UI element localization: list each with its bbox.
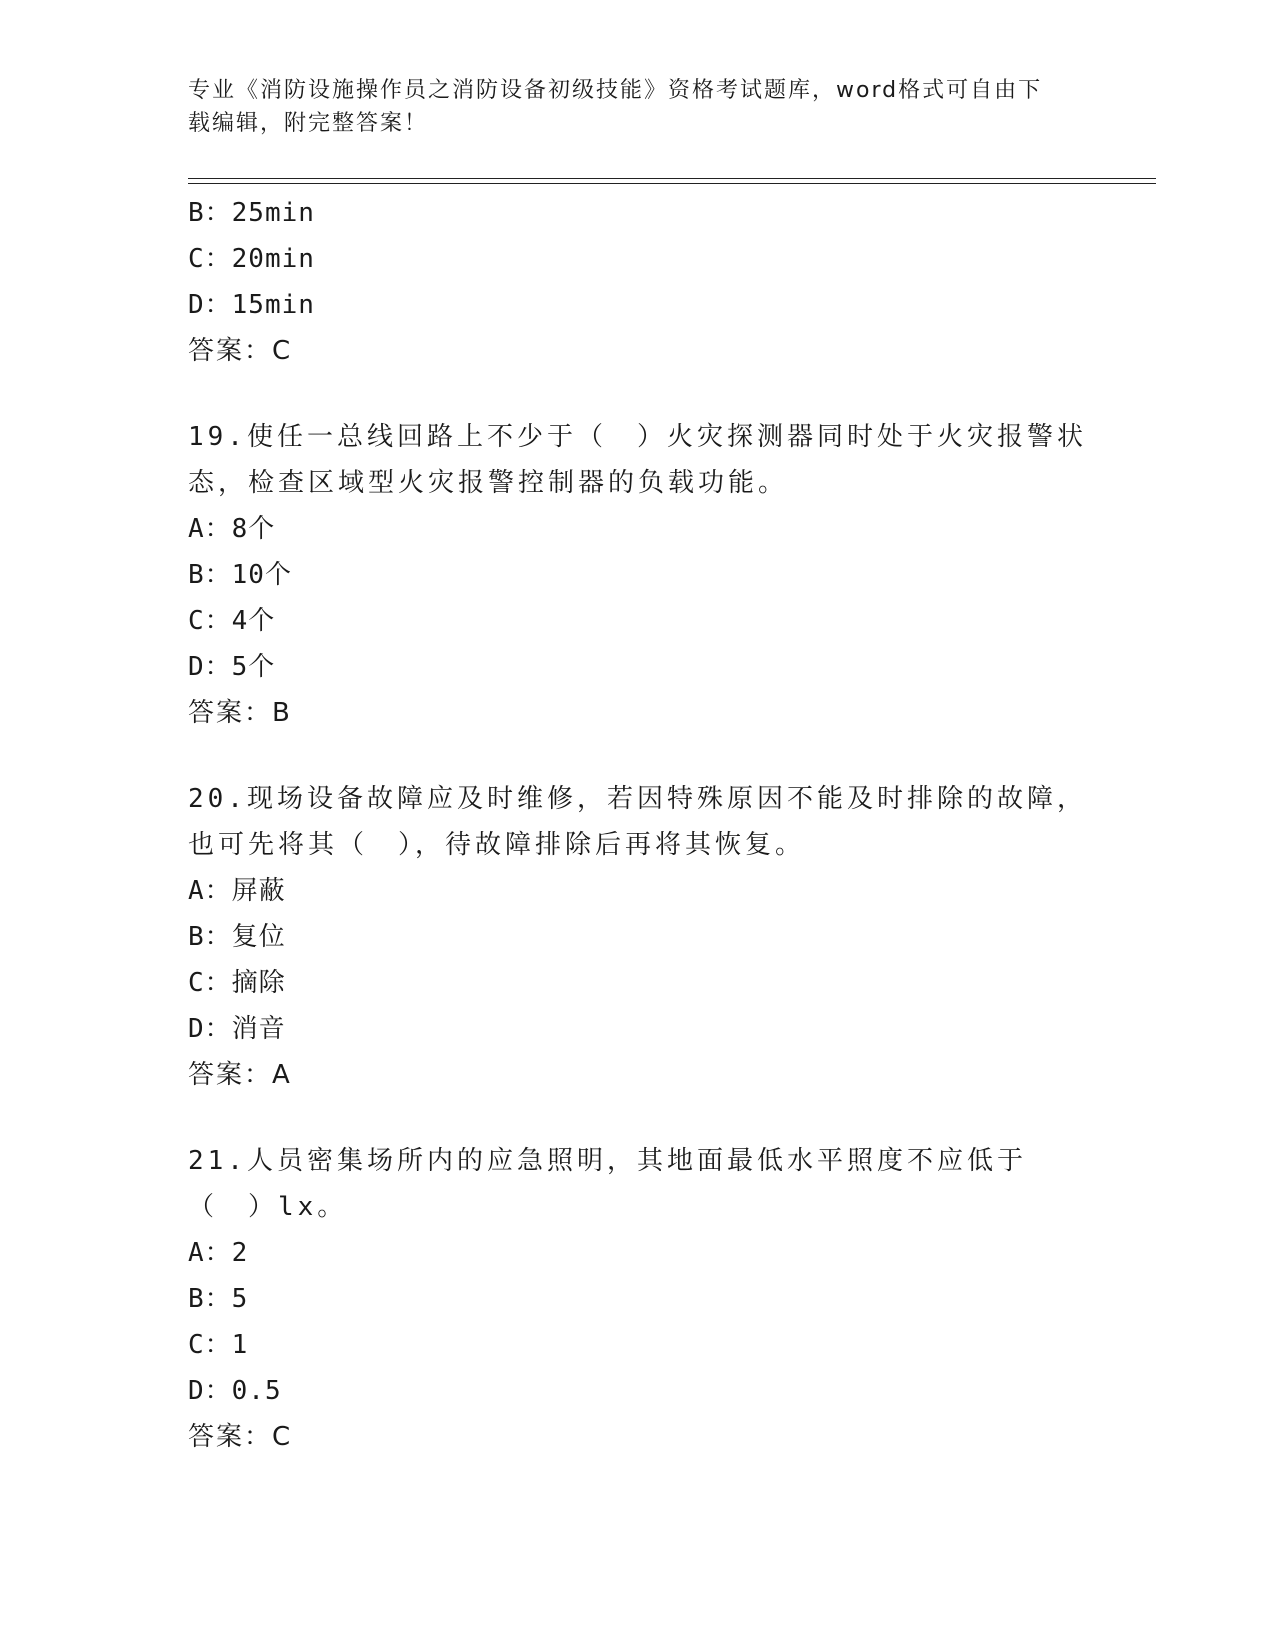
prev-question-tail <box>188 190 1088 374</box>
header-line-2: 载编辑，附完整答案！ <box>188 111 429 136</box>
option-b: B：10个 <box>188 560 292 590</box>
option-d: D：消音 <box>188 1014 286 1044</box>
option-c: C：摘除 <box>188 968 286 998</box>
question-21 <box>188 1138 1088 1460</box>
option-a: A：8个 <box>188 514 276 544</box>
question-20 <box>188 776 1088 1098</box>
option-a: A：2 <box>188 1238 249 1268</box>
answer-line: 答案：C <box>188 336 293 366</box>
option-c: C：4个 <box>188 606 276 636</box>
header-divider-bottom <box>188 183 1156 184</box>
option-b: B：复位 <box>188 922 286 952</box>
option-b: B：25min <box>188 198 315 228</box>
question-text: 20.现场设备故障应及时维修，若因特殊原因不能及时排除的故障，也可先将其（ ），待故障排除后再将其恢复。 <box>188 784 1087 860</box>
header-divider-top <box>188 178 1156 179</box>
document-body <box>188 190 1088 1460</box>
question-19 <box>188 414 1088 736</box>
option-c: C：1 <box>188 1330 249 1360</box>
option-d: D：15min <box>188 290 315 320</box>
document-header <box>188 74 1088 140</box>
header-line-1: 专业《消防设施操作员之消防设备初级技能》资格考试题库，word格式可自由下 <box>188 78 1043 103</box>
answer-line: 答案：B <box>188 698 292 728</box>
option-d: D：5个 <box>188 652 276 682</box>
option-d: D：0.5 <box>188 1376 282 1406</box>
option-b: B：5 <box>188 1284 249 1314</box>
question-text: 21.人员密集场所内的应急照明，其地面最低水平照度不应低于（ ）lx。 <box>188 1146 1027 1222</box>
answer-line: 答案：A <box>188 1060 292 1090</box>
answer-line: 答案：C <box>188 1422 293 1452</box>
option-c: C：20min <box>188 244 315 274</box>
option-a: A：屏蔽 <box>188 876 286 906</box>
question-text: 19.使任一总线回路上不少于（ ）火灾探测器同时处于火灾报警状态，检查区域型火灾报警控制器的负载功能。 <box>188 422 1087 498</box>
